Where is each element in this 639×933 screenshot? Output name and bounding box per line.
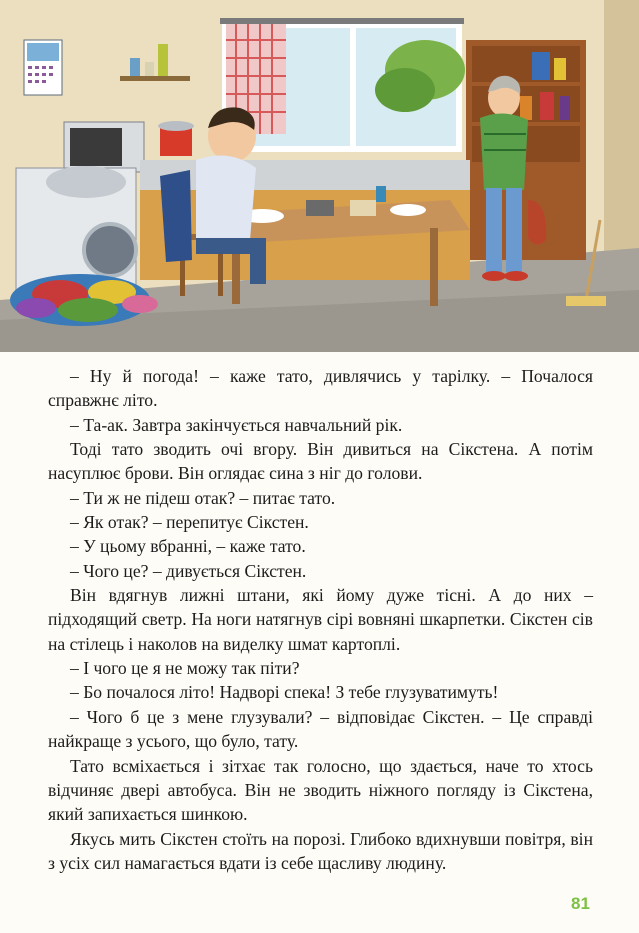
paragraph: – Чого це? – дивується Сікстен.	[70, 560, 307, 581]
paragraph: Тато всміхається і зітхає так голосно, що здається, наче то хтось відчиняє двері автобуса. Він не зводить ніжного погляду із Сікстена, який запихається шинкою.	[48, 755, 593, 825]
paragraph: – Та-ак. Завтра закінчується навчальний рік.	[70, 414, 403, 435]
paragraph: – Ну й погода! – каже тато, дивлячись у тарілку. – Почалося справжнє літо.	[48, 366, 593, 411]
paragraph: – Чого б це з мене глузували? – відповідає Сікстен. – Це справді найкраще з усього, що було, тату.	[48, 706, 593, 752]
paragraph: Якусь мить Сікстен стоїть на порозі. Глибоко вдихнувши повітря, він з усіх сил намагається вдати із себе щасливу людину.	[48, 828, 593, 873]
story-text	[48, 364, 593, 875]
paragraph: – І чого це я не можу так піти?	[70, 658, 300, 679]
paragraph: Він вдягнув лижні штани, які йому дуже тісні. А до них – підходящий светр. На ноги натягнув сірі вовняні шкарпетки. Сікстен сів на стілець і наколов на виделку шмат картоплі.	[48, 585, 593, 654]
paragraph: Тоді тато зводить очі вгору. Він дивиться на Сікстена. А потім насуплює брови. Він оглядає сина з ніг до голови.	[48, 439, 593, 484]
page-number: 81	[571, 894, 590, 913]
kitchen-scene-illustration	[0, 0, 639, 352]
paragraph: – Бо почалося літо! Надворі спека! З тебе глузуватимуть!	[70, 682, 499, 703]
window	[220, 18, 465, 152]
calendar-icon	[24, 40, 62, 95]
paragraph: – У цьому вбранні, – каже тато.	[70, 536, 306, 557]
paragraph: – Ти ж не підеш отак? – питає тато.	[70, 487, 336, 508]
paragraph: – Як отак? – перепитує Сікстен.	[70, 512, 309, 533]
